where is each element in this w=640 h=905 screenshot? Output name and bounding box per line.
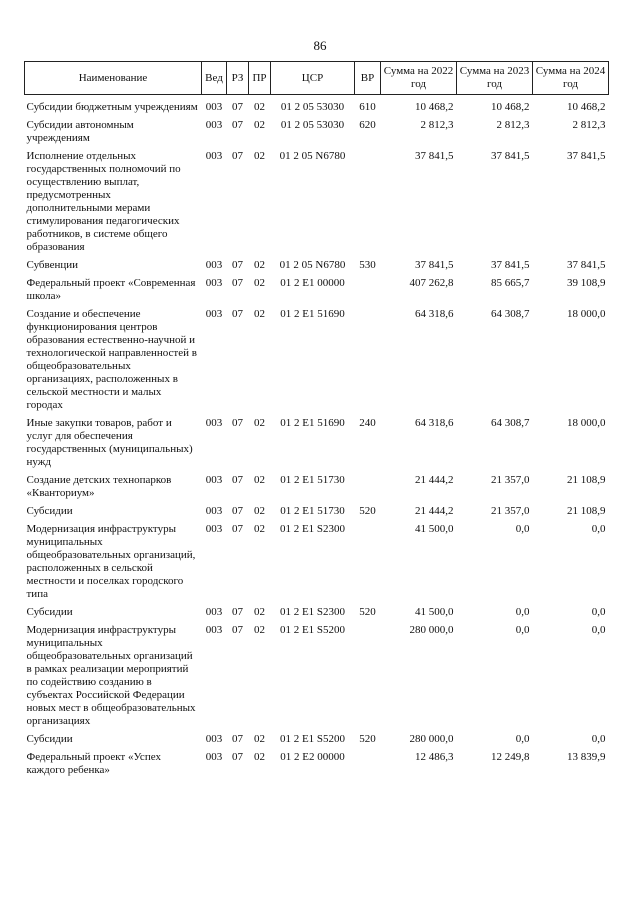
row-pr: 02	[254, 523, 265, 535]
row-csr: 01 2 E1 S5200	[279, 624, 346, 636]
row-sum-2024: 18 000,0	[567, 308, 606, 320]
table-row	[25, 504, 609, 522]
row-name: Модернизация инфраструктуры муниципальных общеобразовательных организаций, расположенных в сельской местности и поселках городского типа	[26, 523, 196, 600]
row-rz: 07	[232, 259, 243, 271]
row-rz: 07	[232, 505, 243, 517]
row-sum-2024: 37 841,5	[567, 150, 606, 162]
row-pr: 02	[254, 624, 265, 636]
row-name: Создание и обеспечение функционирования центров образования естественно-научной и технологической направленностей в общеобразовательных организациях, расположенных в сельской местности и малых городах	[26, 308, 197, 411]
row-ved: 003	[205, 523, 223, 535]
row-vr: 520	[359, 505, 376, 517]
row-vr: 520	[359, 606, 376, 618]
row-sum-2022: 407 262,8	[409, 277, 454, 289]
row-rz: 07	[232, 474, 243, 486]
row-pr: 02	[254, 733, 265, 745]
budget-table	[24, 61, 609, 781]
row-rz: 07	[232, 417, 243, 429]
row-sum-2022: 10 468,2	[415, 101, 454, 113]
row-pr: 02	[254, 417, 265, 429]
row-sum-2023: 37 841,5	[491, 150, 530, 162]
row-sum-2023: 0,0	[515, 606, 530, 618]
row-ved: 003	[205, 417, 223, 429]
table-row	[25, 605, 609, 623]
row-ved: 003	[205, 101, 223, 113]
row-sum-2022: 64 318,6	[415, 417, 454, 429]
header-csr: ЦСР	[271, 62, 355, 95]
row-sum-2024: 39 108,9	[567, 277, 606, 289]
row-name: Субвенции	[26, 259, 79, 271]
row-name: Федеральный проект «Современная школа»	[26, 277, 196, 302]
row-ved: 003	[205, 259, 223, 271]
row-sum-2022: 37 841,5	[415, 150, 454, 162]
row-ved: 003	[205, 150, 223, 162]
row-csr: 01 2 E1 51730	[280, 505, 345, 517]
row-pr: 02	[254, 119, 265, 131]
row-rz: 07	[232, 308, 243, 320]
table-row	[25, 750, 609, 781]
table-row	[25, 276, 609, 307]
row-ved: 003	[205, 474, 223, 486]
row-ved: 003	[205, 624, 223, 636]
row-pr: 02	[254, 505, 265, 517]
header-sum-2024: Сумма на 2024 год	[533, 62, 609, 95]
row-sum-2023: 85 665,7	[491, 277, 530, 289]
row-vr	[355, 623, 381, 732]
table-row	[25, 623, 609, 732]
row-sum-2024: 18 000,0	[567, 417, 606, 429]
row-csr: 01 2 E1 51730	[280, 474, 345, 486]
header-sum-2022: Сумма на 2022 год	[381, 62, 457, 95]
row-sum-2023: 0,0	[515, 523, 530, 535]
row-sum-2022: 12 486,3	[415, 751, 454, 763]
row-sum-2022: 21 444,2	[415, 505, 454, 517]
row-rz: 07	[232, 119, 243, 131]
row-sum-2024: 13 839,9	[567, 751, 606, 763]
row-sum-2023: 21 357,0	[491, 505, 530, 517]
table-row	[25, 258, 609, 276]
row-sum-2023: 64 308,7	[491, 308, 530, 320]
row-name: Создание детских технопарков «Кванториум»	[26, 474, 172, 499]
row-rz: 07	[232, 606, 243, 618]
header-sum-2023: Сумма на 2023 год	[457, 62, 533, 95]
row-pr: 02	[254, 150, 265, 162]
row-csr: 01 2 E1 S5200	[279, 733, 346, 745]
row-sum-2022: 280 000,0	[409, 733, 454, 745]
row-sum-2023: 2 812,3	[496, 119, 530, 131]
table-row	[25, 732, 609, 750]
row-sum-2022: 41 500,0	[415, 523, 454, 535]
row-rz: 07	[232, 101, 243, 113]
row-sum-2022: 64 318,6	[415, 308, 454, 320]
row-csr: 01 2 E2 00000	[280, 751, 345, 763]
row-sum-2024: 0,0	[591, 606, 606, 618]
row-sum-2022: 2 812,3	[420, 119, 454, 131]
row-vr	[355, 473, 381, 504]
row-pr: 02	[254, 606, 265, 618]
row-rz: 07	[232, 733, 243, 745]
row-ved: 003	[205, 733, 223, 745]
table-row	[25, 307, 609, 416]
row-csr: 01 2 05 53030	[280, 101, 345, 113]
row-name: Модернизация инфраструктуры муниципальных общеобразовательных организаций в рамках реализации мероприятий по содействию созданию в субъектах Российской Федерации новых мест в общеобразовательных организациях	[26, 624, 196, 727]
page-number: 86	[313, 38, 327, 53]
row-sum-2024: 2 812,3	[572, 119, 606, 131]
row-name: Федеральный проект «Успех каждого ребенка»	[26, 751, 161, 776]
table-row	[25, 416, 609, 473]
row-sum-2023: 21 357,0	[491, 474, 530, 486]
row-sum-2024: 21 108,9	[567, 505, 606, 517]
row-name: Субсидии	[26, 606, 73, 618]
header-ved: Вед	[202, 62, 227, 95]
row-rz: 07	[232, 751, 243, 763]
row-sum-2023: 10 468,2	[491, 101, 530, 113]
row-ved: 003	[205, 606, 223, 618]
row-sum-2024: 0,0	[591, 624, 606, 636]
row-sum-2024: 0,0	[591, 523, 606, 535]
table-row	[25, 149, 609, 258]
row-vr	[355, 307, 381, 416]
table-body	[25, 95, 609, 782]
row-vr: 610	[359, 101, 376, 113]
row-vr: 520	[359, 733, 376, 745]
row-sum-2024: 0,0	[591, 733, 606, 745]
row-rz: 07	[232, 150, 243, 162]
row-pr: 02	[254, 101, 265, 113]
row-csr: 01 2 E1 S2300	[279, 523, 346, 535]
row-name: Иные закупки товаров, работ и услуг для обеспечения государственных (муниципальных) нужд	[26, 417, 193, 468]
row-csr: 01 2 05 N6780	[279, 259, 346, 271]
row-csr: 01 2 05 53030	[280, 119, 345, 131]
row-sum-2024: 37 841,5	[567, 259, 606, 271]
row-vr: 530	[359, 259, 376, 271]
row-csr: 01 2 E1 51690	[280, 417, 345, 429]
row-csr: 01 2 E1 S2300	[279, 606, 346, 618]
table-row	[25, 118, 609, 149]
table-header-row	[25, 62, 609, 95]
row-pr: 02	[254, 308, 265, 320]
table-row	[25, 95, 609, 119]
row-sum-2023: 0,0	[515, 733, 530, 745]
row-rz: 07	[232, 523, 243, 535]
row-csr: 01 2 E1 51690	[280, 308, 345, 320]
row-name: Субсидии	[26, 505, 73, 517]
row-name: Субсидии бюджетным учреждениям	[26, 101, 198, 113]
row-name: Исполнение отдельных государственных полномочий по осуществлению выплат, предусмотренных дополнительными мерами стимулирования педагогических работников, в системе общего образования	[26, 150, 181, 253]
header-vr: ВР	[355, 62, 381, 95]
header-name: Наименование	[25, 62, 202, 95]
row-sum-2022: 21 444,2	[415, 474, 454, 486]
row-vr	[355, 522, 381, 605]
row-ved: 003	[205, 119, 223, 131]
row-rz: 07	[232, 624, 243, 636]
row-sum-2022: 41 500,0	[415, 606, 454, 618]
header-pr: ПР	[249, 62, 271, 95]
row-vr: 620	[359, 119, 376, 131]
table-row	[25, 522, 609, 605]
row-csr: 01 2 E1 00000	[280, 277, 345, 289]
row-vr	[355, 750, 381, 781]
row-ved: 003	[205, 505, 223, 517]
row-sum-2022: 280 000,0	[409, 624, 454, 636]
table-row	[25, 473, 609, 504]
row-ved: 003	[205, 308, 223, 320]
row-pr: 02	[254, 751, 265, 763]
header-rz: РЗ	[227, 62, 249, 95]
row-sum-2024: 10 468,2	[567, 101, 606, 113]
row-ved: 003	[205, 751, 223, 763]
row-sum-2022: 37 841,5	[415, 259, 454, 271]
row-pr: 02	[254, 474, 265, 486]
row-csr: 01 2 05 N6780	[279, 150, 346, 162]
row-sum-2023: 0,0	[515, 624, 530, 636]
row-vr	[355, 276, 381, 307]
row-sum-2023: 64 308,7	[491, 417, 530, 429]
row-pr: 02	[254, 277, 265, 289]
row-sum-2023: 12 249,8	[491, 751, 530, 763]
row-rz: 07	[232, 277, 243, 289]
row-ved: 003	[205, 277, 223, 289]
row-name: Субсидии автономным учреждениям	[26, 119, 134, 144]
row-vr: 240	[359, 417, 376, 429]
row-vr	[355, 149, 381, 258]
row-sum-2023: 37 841,5	[491, 259, 530, 271]
row-pr: 02	[254, 259, 265, 271]
row-name: Субсидии	[26, 733, 73, 745]
row-sum-2024: 21 108,9	[567, 474, 606, 486]
